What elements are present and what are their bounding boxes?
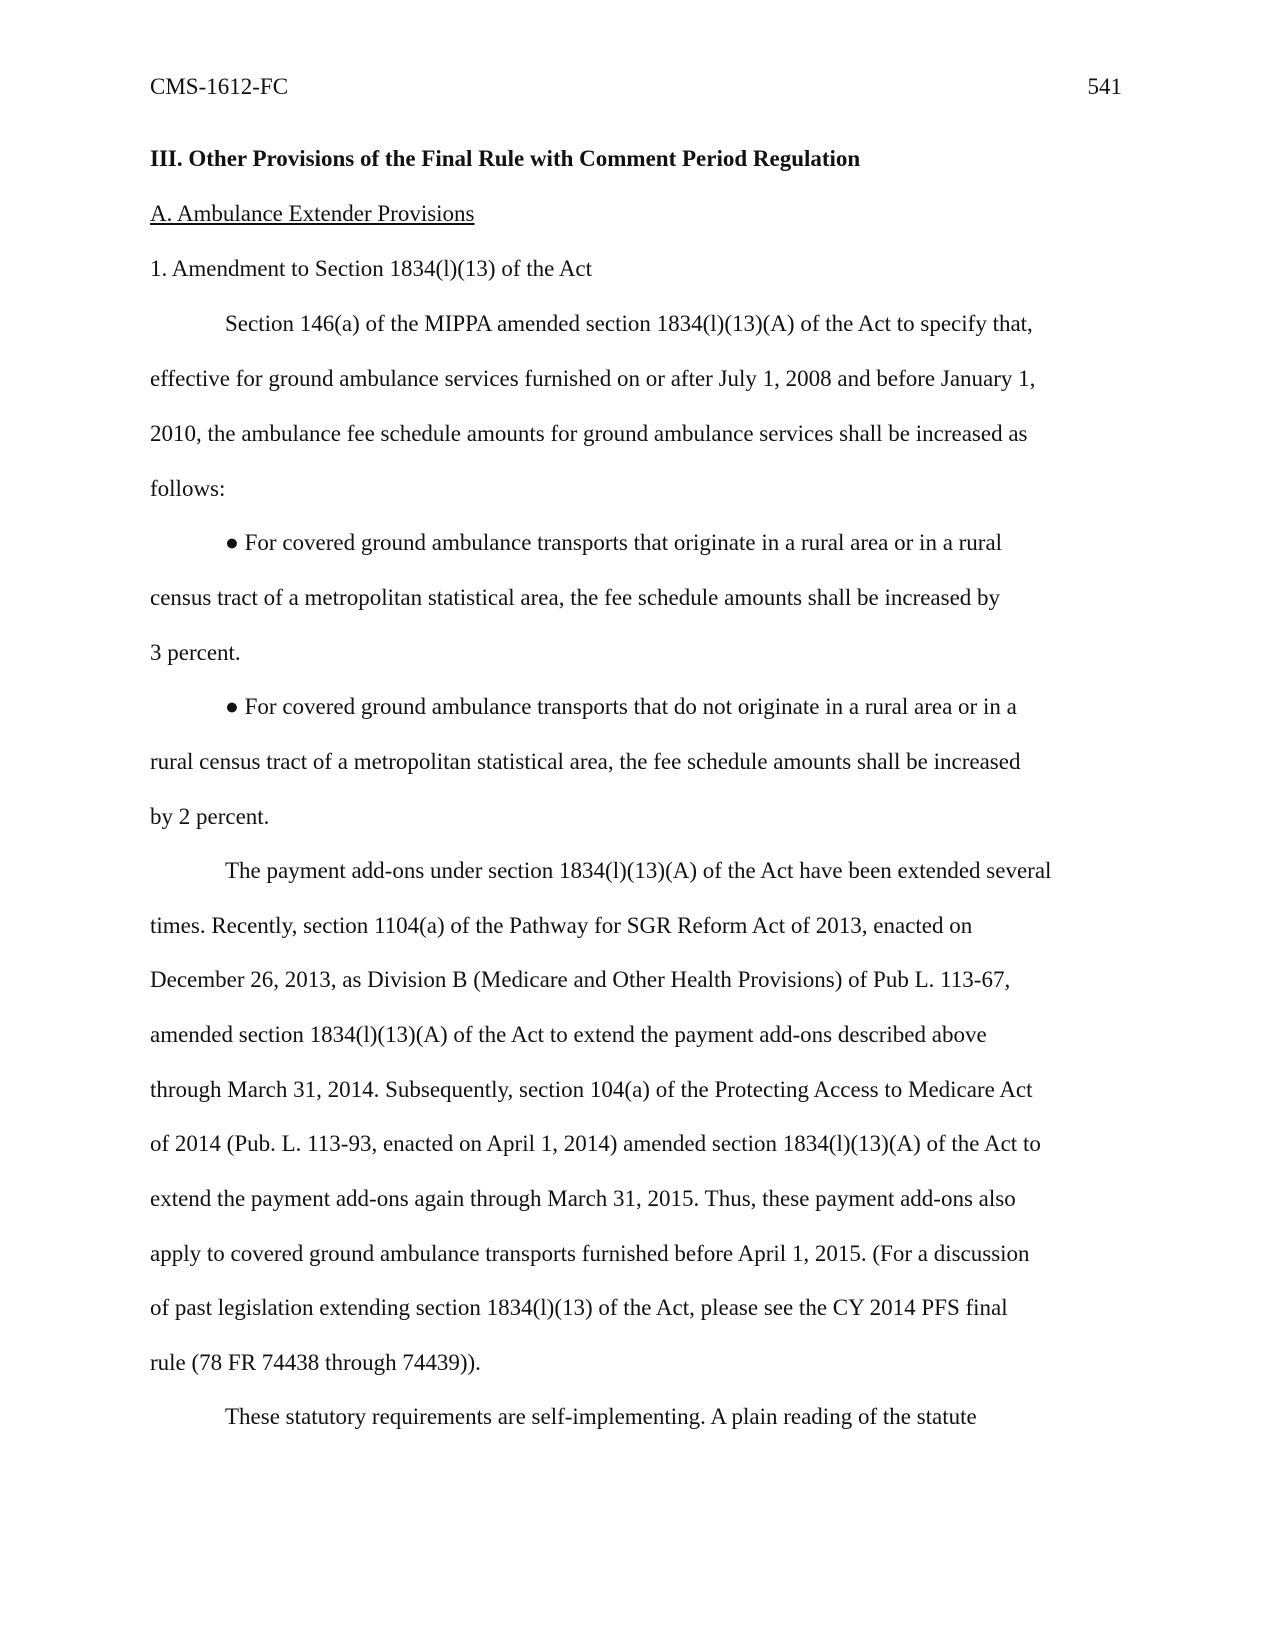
body-line: of past legislation extending section 1834(l)(13) of the Act, please see the CY 2014 PFS final bbox=[150, 1295, 1008, 1320]
document-id: CMS-1612-FC bbox=[150, 74, 289, 99]
body-line: amended section 1834(l)(13)(A) of the Act to extend the payment add-ons described above bbox=[150, 1022, 987, 1047]
body-line: times. Recently, section 1104(a) of the Pathway for SGR Reform Act of 2013, enacted on bbox=[150, 913, 973, 938]
section-heading: III. Other Provisions of the Final Rule with Comment Period Regulation bbox=[150, 146, 861, 171]
body-line: census tract of a metropolitan statistical area, the fee schedule amounts shall be increased by bbox=[150, 585, 1001, 610]
body-line: December 26, 2013, as Division B (Medicare and Other Health Provisions) of Pub L. 113-67, bbox=[150, 967, 1011, 992]
page-number: 541 bbox=[1087, 74, 1122, 99]
body-line: 2010, the ambulance fee schedule amounts for ground ambulance services shall be increased as bbox=[150, 421, 1028, 446]
body-line: The payment add-ons under section 1834(l)(13)(A) of the Act have been extended several bbox=[225, 858, 1052, 883]
body-line: extend the payment add-ons again through March 31, 2015. Thus, these payment add-ons also bbox=[150, 1186, 1016, 1211]
body-line: Section 146(a) of the MIPPA amended section 1834(l)(13)(A) of the Act to specify that, bbox=[225, 311, 1033, 336]
body-line: follows: bbox=[150, 476, 226, 501]
body-line: 3 percent. bbox=[150, 640, 241, 665]
body-line: These statutory requirements are self-implementing. A plain reading of the statute bbox=[225, 1404, 977, 1429]
item-heading: 1. Amendment to Section 1834(l)(13) of the Act bbox=[150, 256, 593, 281]
body-line: through March 31, 2014. Subsequently, section 104(a) of the Protecting Access to Medicare Act bbox=[150, 1077, 1033, 1102]
body-line: rural census tract of a metropolitan statistical area, the fee schedule amounts shall be increased bbox=[150, 749, 1021, 774]
body-line: effective for ground ambulance services furnished on or after July 1, 2008 and before January 1, bbox=[150, 366, 1036, 391]
bullet-line: ● For covered ground ambulance transports that do not originate in a rural area or in a bbox=[225, 694, 1017, 719]
body-line: apply to covered ground ambulance transports furnished before April 1, 2015. (For a discussion bbox=[150, 1241, 1030, 1266]
body-line: rule (78 FR 74438 through 74439)). bbox=[150, 1350, 481, 1375]
body-line: by 2 percent. bbox=[150, 804, 270, 829]
body-line: of 2014 (Pub. L. 113-93, enacted on April 1, 2014) amended section 1834(l)(13)(A) of the Act to bbox=[150, 1131, 1041, 1156]
subsection-heading: A. Ambulance Extender Provisions bbox=[150, 201, 475, 226]
bullet-line: ● For covered ground ambulance transports that originate in a rural area or in a rural bbox=[225, 530, 1003, 555]
